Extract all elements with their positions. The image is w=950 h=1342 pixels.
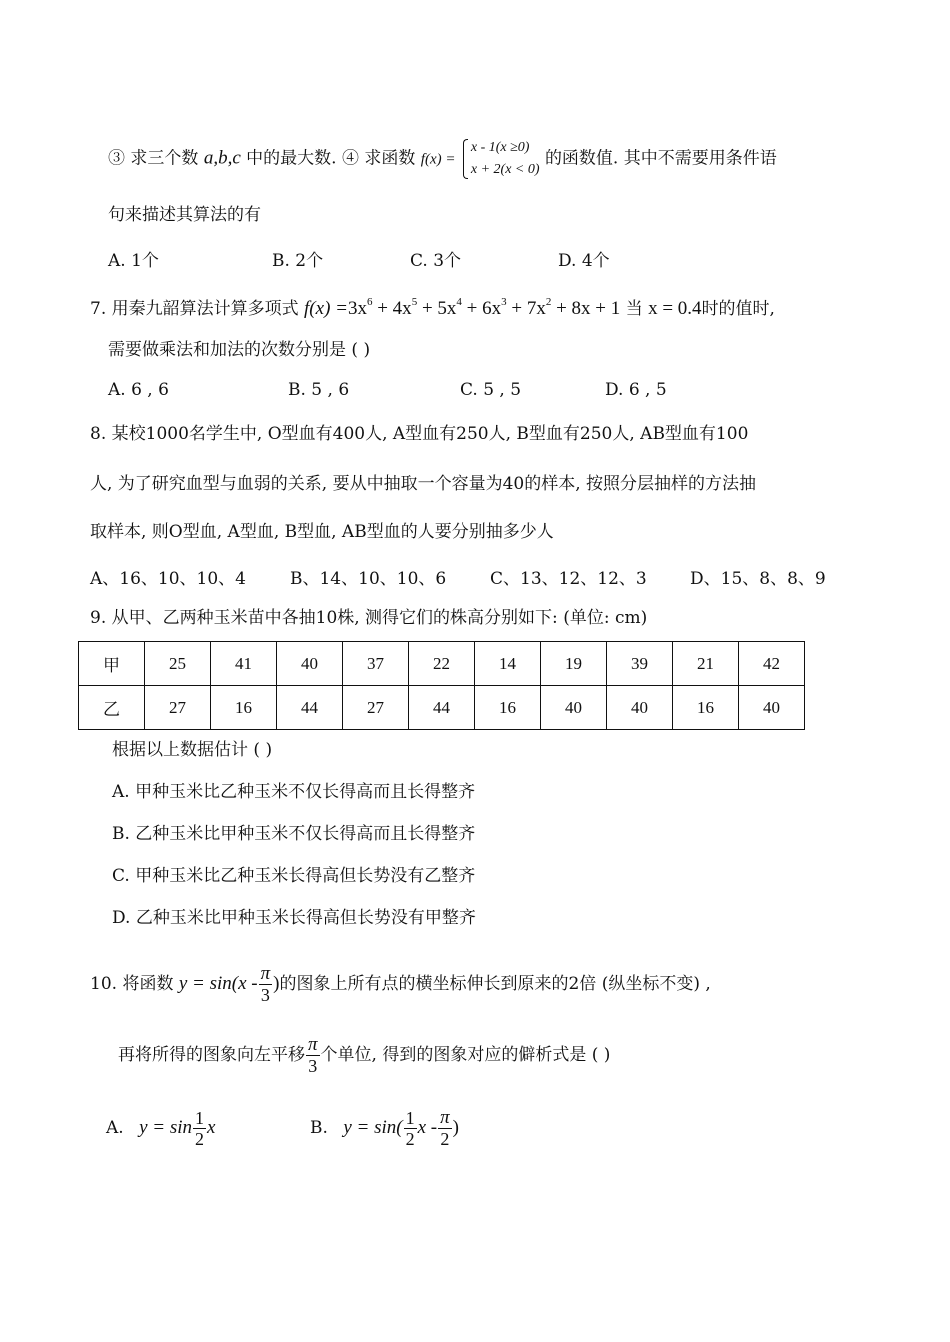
q6-option-d: D. 4个 bbox=[558, 251, 610, 271]
table-cell: 40 bbox=[277, 642, 343, 686]
q6-text-c: 的函数值. 其中不需要用条件语 bbox=[544, 148, 777, 169]
q6-fx: f(x) = bbox=[420, 151, 456, 168]
q8-option-c: C、13、12、12、3 bbox=[490, 569, 647, 589]
q7-option-a: A. 6 , 6 bbox=[108, 380, 169, 400]
q9-option-a: A. 甲种玉米比乙种玉米不仅长得高而且长得整齐 bbox=[112, 782, 476, 802]
q10-prefix: 10. 将函数 bbox=[90, 974, 174, 994]
q6-option-a: A. 1个 bbox=[108, 251, 159, 271]
table-row bbox=[79, 686, 805, 730]
q7-fx: f(x) = bbox=[304, 298, 348, 319]
table-cell: 16 bbox=[211, 686, 277, 730]
q10-fraction-pi-3b: $\frac{\pi}{3}$ bbox=[308, 1034, 318, 1076]
table-cell: 37 bbox=[343, 642, 409, 686]
q7-option-b: B. 5 , 6 bbox=[288, 380, 350, 400]
table-cell: 44 bbox=[409, 686, 475, 730]
q8-option-a: A、16、10、10、4 bbox=[90, 569, 246, 589]
q7-poly: $3x^6 + 4x^5 + 5x^4 + 6x^3 + 7x^2 + 8x + 1$ bbox=[347, 296, 621, 319]
q9-line1: 9. 从甲、乙两种玉米苗中各抽10株, 测得它们的株高分别如下: (单位: cm) bbox=[90, 608, 648, 628]
row-label-jia: 甲 bbox=[79, 642, 145, 686]
q6-option-c: C. 3个 bbox=[410, 251, 462, 271]
q7-line1 bbox=[90, 290, 775, 321]
q10-close: ) bbox=[273, 973, 280, 994]
q6-case2: x + 2(x < 0) bbox=[470, 162, 540, 177]
q6-case1: x - 1(x ≥0) bbox=[470, 140, 530, 155]
table-cell: 40 bbox=[607, 686, 673, 730]
q8-option-d: D、15、8、8、9 bbox=[690, 569, 826, 589]
q6-option-b: B. 2个 bbox=[272, 251, 324, 271]
q7-option-c: C. 5 , 5 bbox=[460, 380, 522, 400]
table-cell: 42 bbox=[739, 642, 805, 686]
q9-height-table bbox=[78, 641, 805, 730]
row-label-yi: 乙 bbox=[79, 686, 145, 730]
table-cell: 44 bbox=[277, 686, 343, 730]
table-cell: 41 bbox=[211, 642, 277, 686]
table-cell: 40 bbox=[739, 686, 805, 730]
q8-line1: 8. 某校1000名学生中, O型血有400人, A型血有250人, B型血有250人, AB型血有100 bbox=[90, 424, 749, 444]
q6-vars: a,b,c bbox=[203, 147, 241, 169]
q10-fraction-pi-3: $\frac{\pi}{3}$ bbox=[260, 963, 271, 1005]
q10-a-fraction: $\frac{1}{2}$ bbox=[195, 1108, 205, 1149]
q8-line2: 人, 为了研究血型与血弱的关系, 要从中抽取一个容量为40的样本, 按照分层抽样的方法抽 bbox=[90, 474, 757, 494]
q6-text-b: 中的最大数. ④ 求函数 bbox=[246, 148, 416, 169]
table-row bbox=[79, 642, 805, 686]
table-cell: 21 bbox=[673, 642, 739, 686]
q8-line3: 取样本, 则O型血, A型血, B型血, AB型血的人要分别抽多少人 bbox=[90, 522, 554, 542]
q10-line2b: 个单位, 得到的图象对应的僻析式是 ( ) bbox=[320, 1045, 611, 1065]
q9-option-d: D. 乙种玉米比甲种玉米长得高但长势没有甲整齐 bbox=[112, 908, 476, 928]
q9-option-c: C. 甲种玉米比乙种玉米长得高但长势没有乙整齐 bbox=[112, 866, 476, 886]
q7-option-d: D. 6 , 5 bbox=[605, 380, 667, 400]
q10-option-a: A. y = sin $\frac{1}{2}$ x bbox=[106, 1108, 216, 1149]
q7-xval: x = 0.4 bbox=[648, 298, 702, 319]
table-cell: 19 bbox=[541, 642, 607, 686]
q7-suffix: 时的值时, bbox=[701, 299, 775, 319]
q9-option-b: B. 乙种玉米比甲种玉米不仅长得高而且长得整齐 bbox=[112, 824, 476, 844]
table-cell: 27 bbox=[343, 686, 409, 730]
q7-prefix: 7. 用秦九韶算法计算多项式 bbox=[90, 299, 299, 319]
table-cell: 27 bbox=[145, 686, 211, 730]
q10-option-b: B. y = sin( $\frac{1}{2}$ x - $\frac{\pi}{2}$ ) bbox=[310, 1107, 459, 1149]
q10-line2a: 再将所得的图象向左平移 bbox=[118, 1045, 305, 1065]
q10-line2 bbox=[118, 1035, 610, 1076]
q10-line1 bbox=[90, 964, 711, 1005]
table-cell: 16 bbox=[673, 686, 739, 730]
q6-line2: 句来描述其算法的有 bbox=[108, 205, 261, 225]
table-cell: 39 bbox=[607, 642, 673, 686]
table-cell: 16 bbox=[475, 686, 541, 730]
q10-func: y = sin(x - bbox=[178, 973, 258, 994]
table-cell: 25 bbox=[145, 642, 211, 686]
q10-suffix: 的图象上所有点的横坐标伸长到原来的2倍 (纵坐标不变) , bbox=[279, 974, 711, 994]
q9-stem: 根据以上数据估计 ( ) bbox=[112, 740, 273, 760]
q8-option-b: B、14、10、10、6 bbox=[290, 569, 447, 589]
table-cell: 14 bbox=[475, 642, 541, 686]
table-cell: 22 bbox=[409, 642, 475, 686]
q6-piecewise bbox=[461, 137, 540, 181]
q10-b-fraction-pi-2: $\frac{\pi}{2}$ bbox=[440, 1107, 450, 1149]
q6-text-a: ③ 求三个数 bbox=[108, 148, 199, 169]
table-cell: 40 bbox=[541, 686, 607, 730]
q10-b-fraction-half: $\frac{1}{2}$ bbox=[405, 1108, 415, 1149]
q7-line2: 需要做乘法和加法的次数分别是 ( ) bbox=[108, 340, 371, 360]
q7-when: 当 bbox=[625, 299, 643, 319]
q6-line1 bbox=[108, 137, 777, 181]
